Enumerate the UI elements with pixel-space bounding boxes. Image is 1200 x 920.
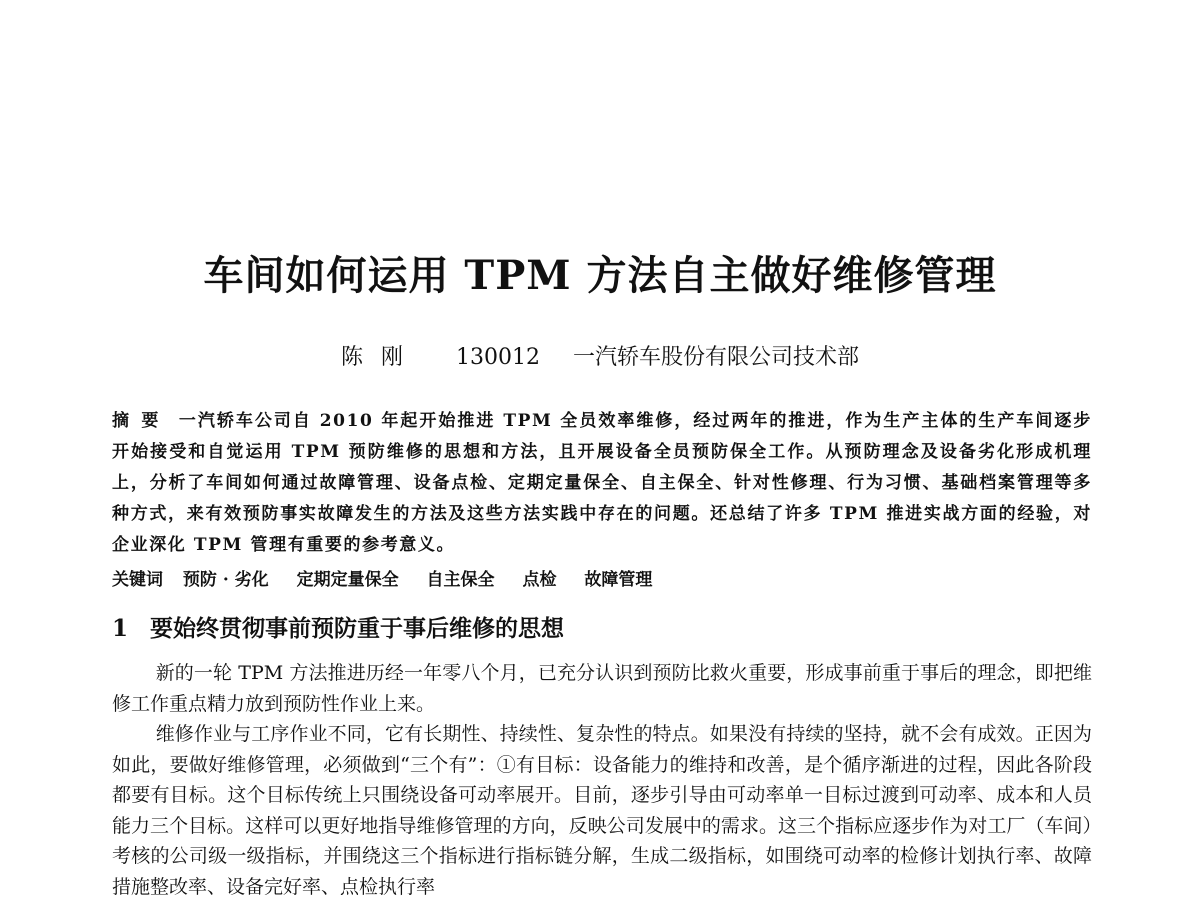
- affiliation: 一汽轿车股份有限公司技术部: [572, 345, 859, 370]
- keywords-label: 关键词: [112, 570, 163, 590]
- section-number: 1: [112, 615, 129, 642]
- abstract-label: 摘要: [112, 411, 171, 431]
- abstract-text: 一汽轿车公司自 2010 年起开始推进 TPM 全员效率维修，经过两年的推进，作为生产主体的生产车间逐步开始接受和自觉运用 TPM 预防维修的思想和方法，且开展设备全员预防保全工作。从预防理念及设备劣化形成机理上，分析了车间如何通过故障管理、设备点检、定期定量保全、自主保全、针对性修理、行为习惯、基础档案管理等多种方式，来有效预防事实故障发生的方法及这些方法实践中存在的问题。还总结了许多 TPM 推进实战方面的经验，对企业深化 TPM 管理有重要的参考意义。: [112, 411, 1093, 555]
- keyword: 故障管理: [584, 570, 653, 590]
- section-body: [112, 658, 1092, 902]
- keyword: 预防 · 劣化: [182, 570, 269, 590]
- byline: [0, 341, 1200, 375]
- postcode: 130012: [456, 345, 540, 370]
- section-heading: [112, 609, 564, 649]
- keywords: [112, 565, 1092, 596]
- body-paragraph: 维修作业与工序作业不同，它有长期性、持续性、复杂性的特点。如果没有持续的坚持，就不会有成效。正因为如此，要做好维修管理，必须做到“三个有”：①有目标：设备能力的维持和改善，是个循序渐进的过程，因此各阶段都要有目标。这个目标传统上只围绕设备可动率展开。目前，逐步引导由可动率单一目标过渡到可动率、成本和人员能力三个目标。这样可以更好地指导维修管理的方向，反映公司发展中的需求。这三个指标应逐步作为对工厂（车间）考核的公司级一级指标，并围绕这三个指标进行指标链分解，生成二级指标，如围绕可动率的检修计划执行率、故障措施整改率、设备完好率、点检执行率: [112, 723, 1092, 898]
- abstract: [112, 406, 1092, 561]
- author-name: 陈刚: [340, 345, 421, 370]
- keyword: 自主保全: [426, 570, 495, 590]
- body-paragraph: 新的一轮 TPM 方法推进历经一年零八个月，已充分认识到预防比救火重要，形成事前重于事后的理念，即把维修工作重点精力放到预防性作业上来。: [112, 662, 1092, 715]
- keyword: 点检: [522, 570, 557, 590]
- paper-title: 车间如何运用 TPM 方法自主做好维修管理: [203, 252, 997, 299]
- section-title: 要始终贯彻事前预防重于事后维修的思想: [150, 616, 565, 642]
- keyword: 定期定量保全: [296, 570, 399, 590]
